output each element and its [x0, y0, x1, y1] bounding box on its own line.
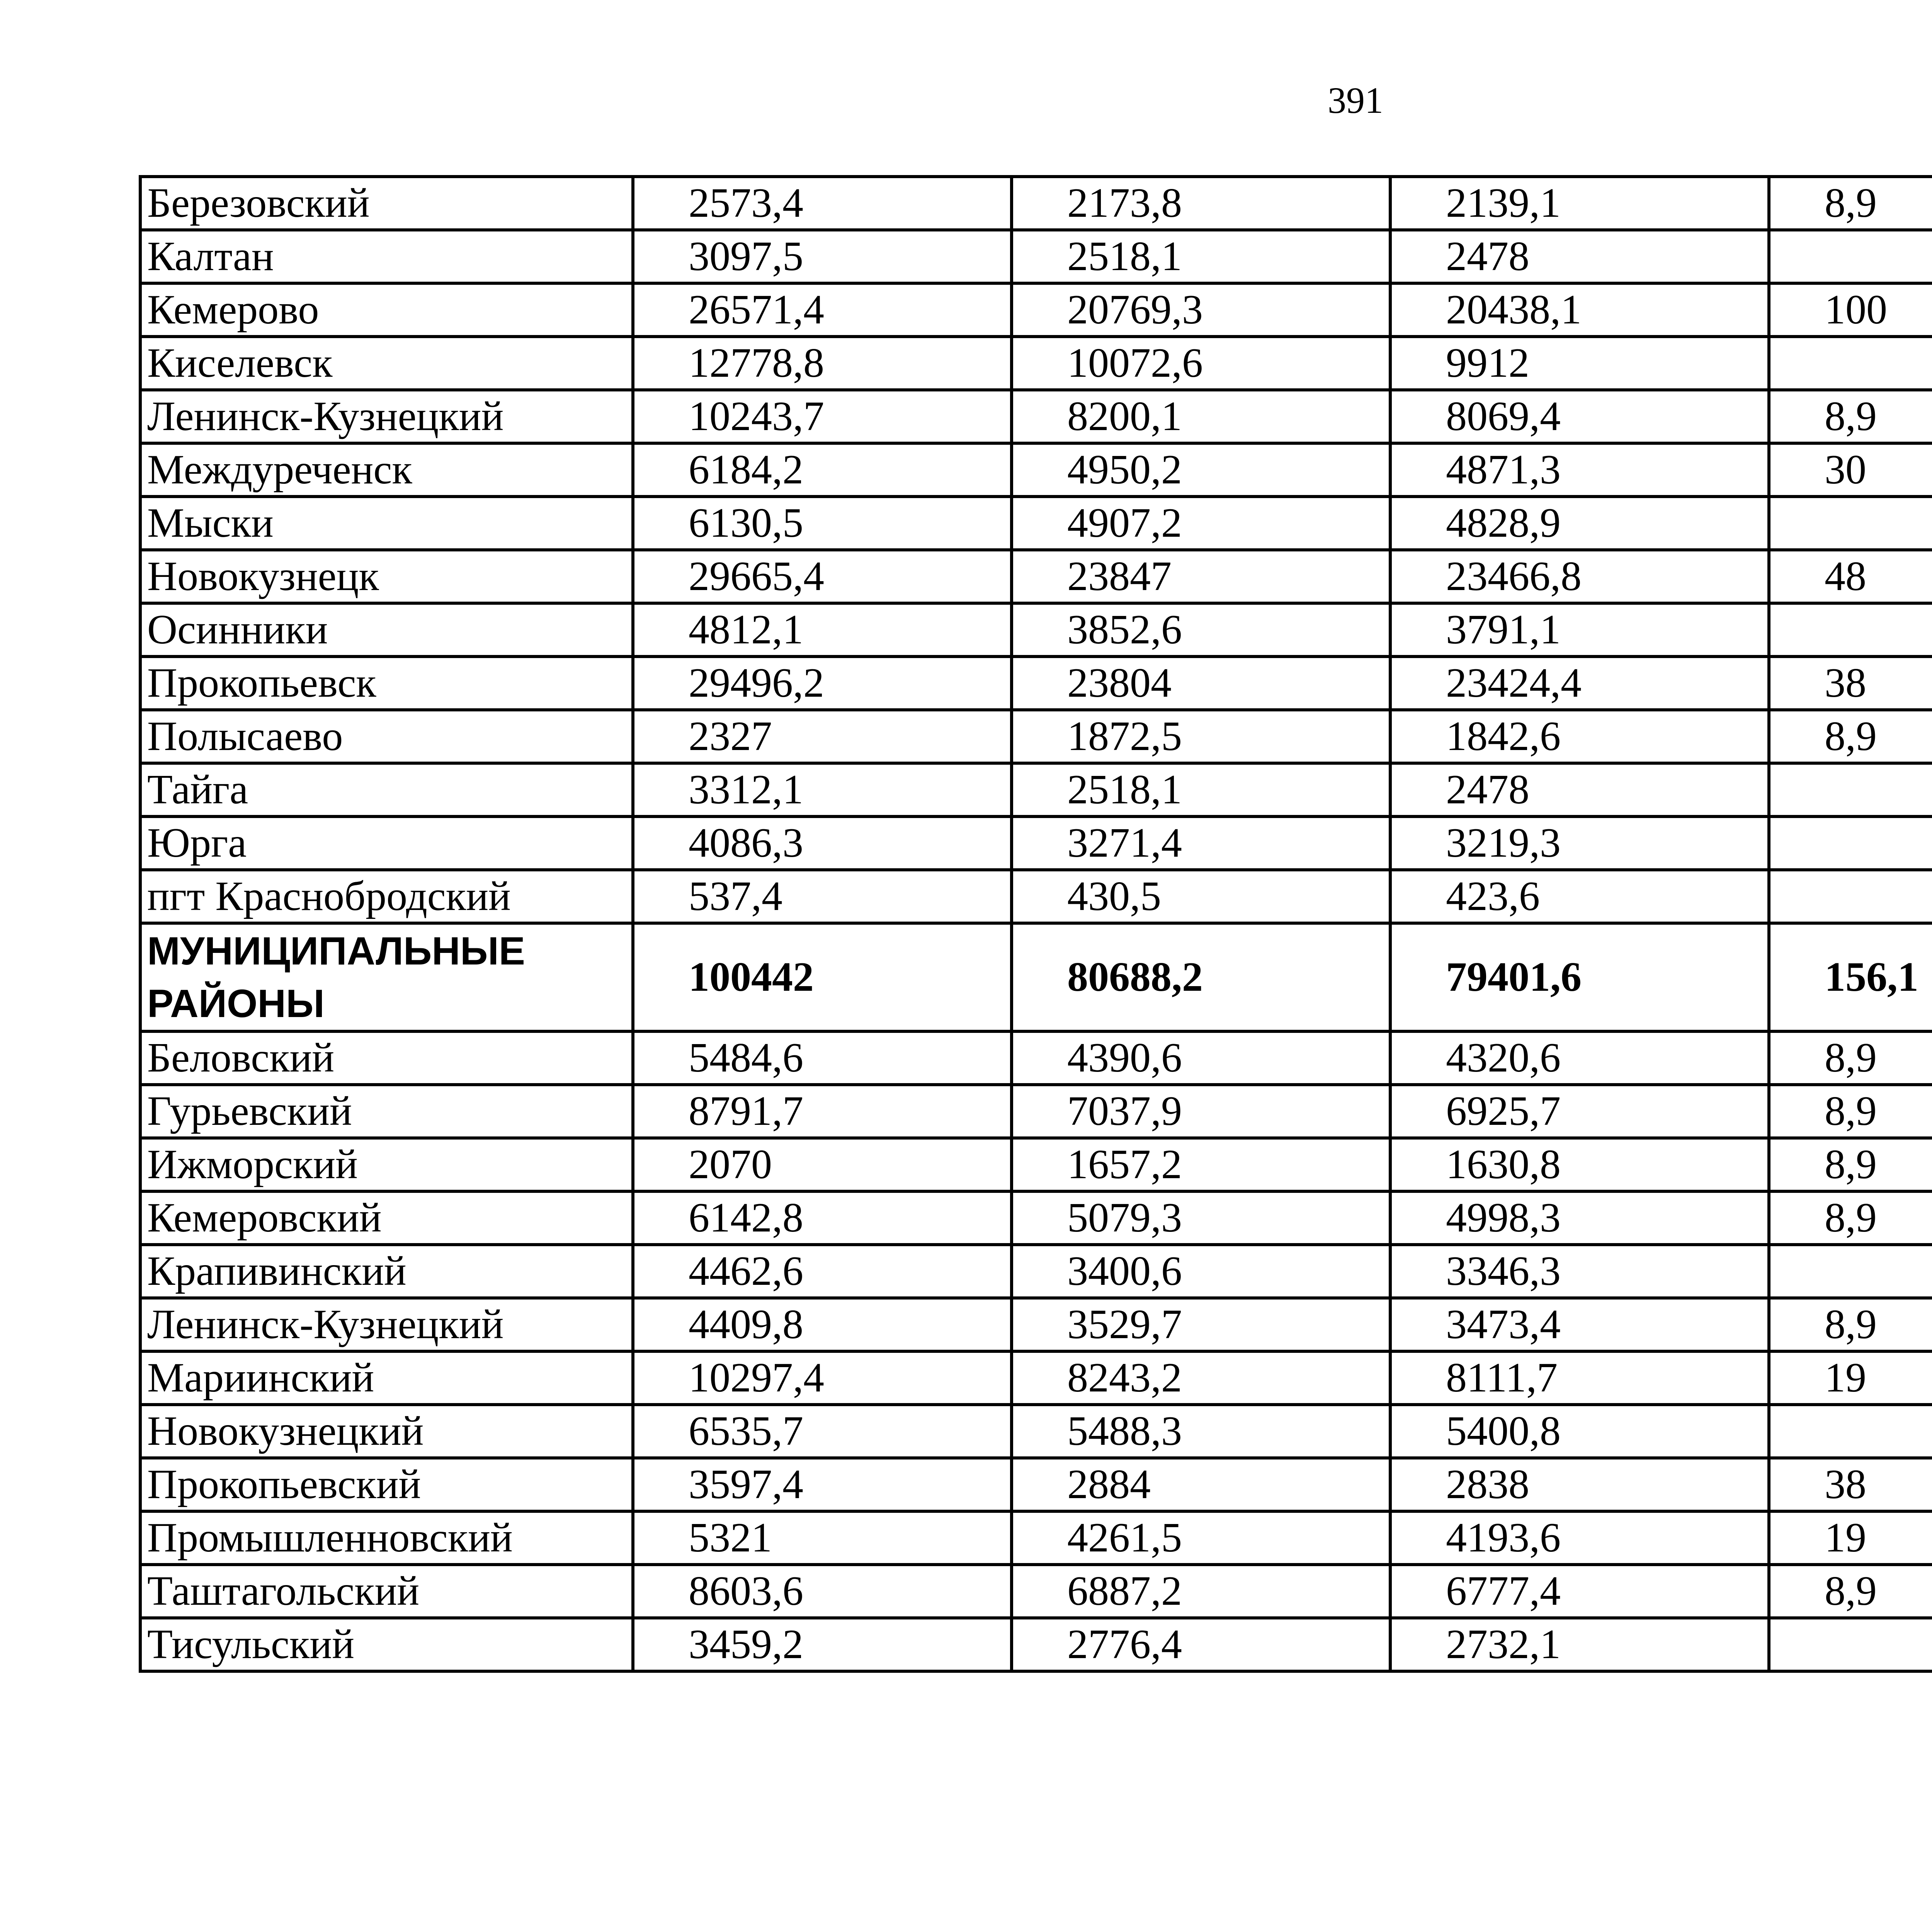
table-row: [140, 1298, 1932, 1351]
value-cell: [1769, 870, 1932, 923]
table-row: [140, 443, 1932, 497]
value-cell: 29496,2: [633, 657, 1012, 710]
table-row: [140, 816, 1932, 870]
value-cell: 4462,6: [633, 1245, 1012, 1298]
value-cell: 10243,7: [633, 390, 1012, 443]
value-cell: 20769,3: [1012, 283, 1390, 337]
value-cell: [1769, 337, 1932, 390]
value-cell: 3852,6: [1012, 603, 1390, 657]
row-name-cell: Беловский: [140, 1031, 633, 1085]
value-cell: 3097,5: [633, 230, 1012, 283]
value-cell: 5079,3: [1012, 1191, 1390, 1245]
value-cell: 8,9: [1769, 710, 1932, 763]
row-name-cell: Новокузнецк: [140, 550, 633, 603]
value-cell: 100: [1769, 283, 1932, 337]
table-row: [140, 870, 1932, 923]
value-cell: 6535,7: [633, 1405, 1012, 1458]
value-cell: 1657,2: [1012, 1138, 1390, 1191]
value-cell: 26571,4: [633, 283, 1012, 337]
value-cell: 3346,3: [1390, 1245, 1769, 1298]
value-cell: 19: [1769, 1351, 1932, 1405]
row-name-cell: Полысаево: [140, 710, 633, 763]
value-cell: 8603,6: [633, 1565, 1012, 1618]
value-cell: 1872,5: [1012, 710, 1390, 763]
value-cell: 8069,4: [1390, 390, 1769, 443]
value-cell: 3271,4: [1012, 816, 1390, 870]
value-cell: 38: [1769, 657, 1932, 710]
value-cell: 12778,8: [633, 337, 1012, 390]
value-cell: 4871,3: [1390, 443, 1769, 497]
value-cell: 23466,8: [1390, 550, 1769, 603]
table-row: [140, 1031, 1932, 1085]
row-name-cell: Тисульский: [140, 1618, 633, 1671]
value-cell: 156,1: [1769, 923, 1932, 1031]
value-cell: 3400,6: [1012, 1245, 1390, 1298]
value-cell: 5321: [633, 1511, 1012, 1565]
value-cell: 430,5: [1012, 870, 1390, 923]
value-cell: [1769, 1245, 1932, 1298]
value-cell: [1769, 1405, 1932, 1458]
table-row: [140, 1405, 1932, 1458]
table-row: [140, 283, 1932, 337]
value-cell: 80688,2: [1012, 923, 1390, 1031]
table-row: [140, 1245, 1932, 1298]
value-cell: 8,9: [1769, 1085, 1932, 1138]
value-cell: 23424,4: [1390, 657, 1769, 710]
value-cell: 3529,7: [1012, 1298, 1390, 1351]
value-cell: 7037,9: [1012, 1085, 1390, 1138]
value-cell: 2776,4: [1012, 1618, 1390, 1671]
table-row: [140, 923, 1932, 1031]
value-cell: 8200,1: [1012, 390, 1390, 443]
table-row: [140, 177, 1932, 230]
row-name-cell: Мыски: [140, 497, 633, 550]
value-cell: 8,9: [1769, 177, 1932, 230]
table-row: [140, 1191, 1932, 1245]
value-cell: 2478: [1390, 230, 1769, 283]
row-name-cell: Междуреченск: [140, 443, 633, 497]
value-cell: 2573,4: [633, 177, 1012, 230]
value-cell: 3473,4: [1390, 1298, 1769, 1351]
value-cell: 6142,8: [633, 1191, 1012, 1245]
value-cell: 2139,1: [1390, 177, 1769, 230]
value-cell: 2732,1: [1390, 1618, 1769, 1671]
value-cell: 3459,2: [633, 1618, 1012, 1671]
value-cell: [1769, 816, 1932, 870]
value-cell: 4409,8: [633, 1298, 1012, 1351]
value-cell: 1630,8: [1390, 1138, 1769, 1191]
table-row: [140, 1511, 1932, 1565]
page-number: 391: [1328, 80, 1383, 121]
row-name-cell: Тайга: [140, 763, 633, 816]
value-cell: 20438,1: [1390, 283, 1769, 337]
row-name-cell: Калтан: [140, 230, 633, 283]
table-row: [140, 710, 1932, 763]
value-cell: 9912: [1390, 337, 1769, 390]
value-cell: 4320,6: [1390, 1031, 1769, 1085]
budget-table: [139, 175, 1932, 1673]
value-cell: 3219,3: [1390, 816, 1769, 870]
row-name-cell: Таштагольский: [140, 1565, 633, 1618]
value-cell: 3791,1: [1390, 603, 1769, 657]
value-cell: 100442: [633, 923, 1012, 1031]
value-cell: 48: [1769, 550, 1932, 603]
table-row: [140, 497, 1932, 550]
value-cell: 30: [1769, 443, 1932, 497]
value-cell: 2518,1: [1012, 763, 1390, 816]
value-cell: 23804: [1012, 657, 1390, 710]
value-cell: 6777,4: [1390, 1565, 1769, 1618]
value-cell: 8111,7: [1390, 1351, 1769, 1405]
value-cell: [1769, 763, 1932, 816]
table-row: [140, 763, 1932, 816]
value-cell: 1842,6: [1390, 710, 1769, 763]
table-row: [140, 390, 1932, 443]
row-name-cell: МУНИЦИПАЛЬНЫЕ РАЙОНЫ: [140, 923, 633, 1031]
value-cell: 6887,2: [1012, 1565, 1390, 1618]
row-name-cell: Гурьевский: [140, 1085, 633, 1138]
value-cell: 8,9: [1769, 1565, 1932, 1618]
row-name-cell: Киселевск: [140, 337, 633, 390]
row-name-cell: Крапивинский: [140, 1245, 633, 1298]
value-cell: 38: [1769, 1458, 1932, 1511]
value-cell: 6130,5: [633, 497, 1012, 550]
value-cell: 4828,9: [1390, 497, 1769, 550]
row-name-cell: Березовский: [140, 177, 633, 230]
value-cell: 10072,6: [1012, 337, 1390, 390]
table-body: [140, 177, 1932, 1671]
value-cell: 8,9: [1769, 1191, 1932, 1245]
table-row: [140, 657, 1932, 710]
row-name-cell: пгт Краснобродский: [140, 870, 633, 923]
value-cell: 2327: [633, 710, 1012, 763]
value-cell: 8,9: [1769, 1138, 1932, 1191]
value-cell: 5400,8: [1390, 1405, 1769, 1458]
value-cell: 4907,2: [1012, 497, 1390, 550]
value-cell: 8,9: [1769, 1031, 1932, 1085]
value-cell: 19: [1769, 1511, 1932, 1565]
value-cell: 5488,3: [1012, 1405, 1390, 1458]
value-cell: 5484,6: [633, 1031, 1012, 1085]
row-name-cell: Промышленновский: [140, 1511, 633, 1565]
row-name-cell: Мариинский: [140, 1351, 633, 1405]
value-cell: 2518,1: [1012, 230, 1390, 283]
value-cell: 8,9: [1769, 1298, 1932, 1351]
table-row: [140, 603, 1932, 657]
value-cell: 2478: [1390, 763, 1769, 816]
value-cell: 3597,4: [633, 1458, 1012, 1511]
table-row: [140, 1138, 1932, 1191]
row-name-cell: Кемерово: [140, 283, 633, 337]
value-cell: [1769, 497, 1932, 550]
table-row: [140, 1351, 1932, 1405]
value-cell: 8791,7: [633, 1085, 1012, 1138]
value-cell: 6925,7: [1390, 1085, 1769, 1138]
value-cell: 29665,4: [633, 550, 1012, 603]
value-cell: 6184,2: [633, 443, 1012, 497]
value-cell: 2884: [1012, 1458, 1390, 1511]
row-name-cell: Прокопьевский: [140, 1458, 633, 1511]
value-cell: 4812,1: [633, 603, 1012, 657]
value-cell: 4950,2: [1012, 443, 1390, 497]
row-name-cell: Кемеровский: [140, 1191, 633, 1245]
row-name-cell: Юрга: [140, 816, 633, 870]
value-cell: 2173,8: [1012, 177, 1390, 230]
row-name-cell: Осинники: [140, 603, 633, 657]
table-row: [140, 1618, 1932, 1671]
value-cell: 8,9: [1769, 390, 1932, 443]
row-name-cell: Ижморский: [140, 1138, 633, 1191]
value-cell: 23847: [1012, 550, 1390, 603]
table-row: [140, 1565, 1932, 1618]
value-cell: [1769, 230, 1932, 283]
value-cell: [1769, 603, 1932, 657]
value-cell: 423,6: [1390, 870, 1769, 923]
table-row: [140, 1458, 1932, 1511]
row-name-cell: Ленинск-Кузнецкий: [140, 1298, 633, 1351]
value-cell: 10297,4: [633, 1351, 1012, 1405]
table-row: [140, 1085, 1932, 1138]
value-cell: [1769, 1618, 1932, 1671]
table-row: [140, 550, 1932, 603]
value-cell: 8243,2: [1012, 1351, 1390, 1405]
value-cell: 537,4: [633, 870, 1012, 923]
value-cell: 4390,6: [1012, 1031, 1390, 1085]
table-row: [140, 230, 1932, 283]
row-name-cell: Ленинск-Кузнецкий: [140, 390, 633, 443]
value-cell: 4261,5: [1012, 1511, 1390, 1565]
value-cell: 4193,6: [1390, 1511, 1769, 1565]
value-cell: 3312,1: [633, 763, 1012, 816]
table-row: [140, 337, 1932, 390]
row-name-cell: Новокузнецкий: [140, 1405, 633, 1458]
value-cell: 79401,6: [1390, 923, 1769, 1031]
row-name-cell: Прокопьевск: [140, 657, 633, 710]
value-cell: 4086,3: [633, 816, 1012, 870]
value-cell: 4998,3: [1390, 1191, 1769, 1245]
value-cell: 2838: [1390, 1458, 1769, 1511]
value-cell: 2070: [633, 1138, 1012, 1191]
